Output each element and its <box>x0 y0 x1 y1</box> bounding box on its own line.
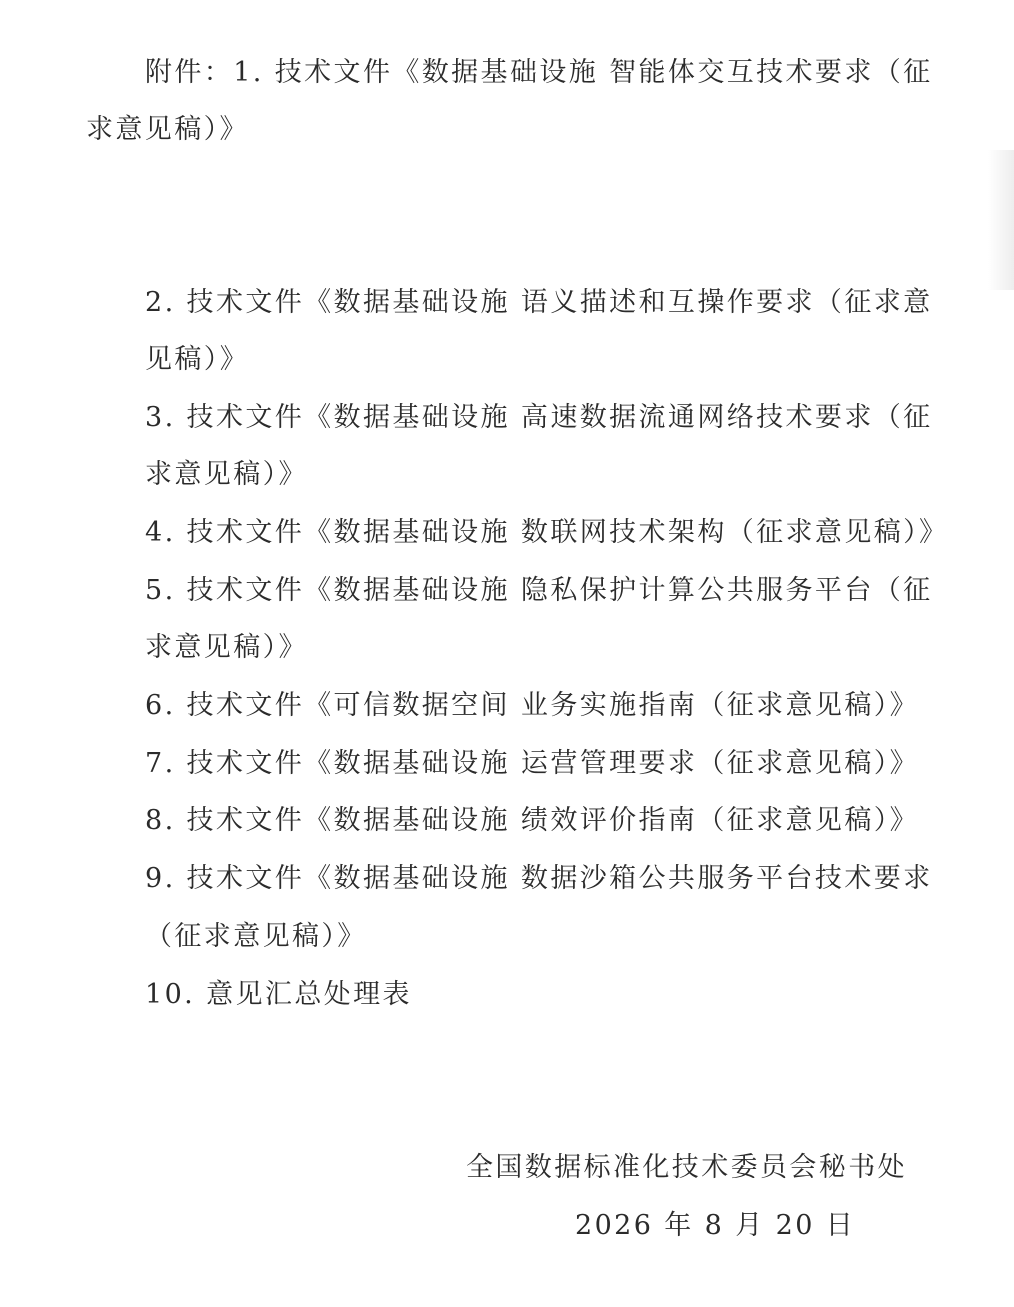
attachment-item-4-line-1: 4. 技术文件《数据基础设施 数联网技术架构（征求意见稿）》 <box>145 517 949 548</box>
page-edge-shadow <box>988 150 1014 290</box>
attachment-item-1-line-1: 附件：1. 技术文件《数据基础设施 智能体交互技术要求（征 <box>145 57 933 88</box>
issuing-organization: 全国数据标准化技术委员会秘书处 <box>466 1152 907 1183</box>
attachment-item-7-line-1: 7. 技术文件《数据基础设施 运营管理要求（征求意见稿）》 <box>145 748 920 779</box>
attachment-item-9-line-1: 9. 技术文件《数据基础设施 数据沙箱公共服务平台技术要求 <box>145 863 933 894</box>
attachment-item-2-line-2: 见稿）》 <box>145 344 250 375</box>
attachment-item-10-line-1: 10. 意见汇总处理表 <box>145 979 412 1010</box>
attachment-item-5-line-1: 5. 技术文件《数据基础设施 隐私保护计算公共服务平台（征 <box>145 575 933 606</box>
attachment-item-6-line-1: 6. 技术文件《可信数据空间 业务实施指南（征求意见稿）》 <box>145 690 920 721</box>
attachment-item-3-line-2: 求意见稿）》 <box>145 459 308 490</box>
issue-date: 2026 年 8 月 20 日 <box>575 1210 856 1241</box>
attachment-item-2-line-1: 2. 技术文件《数据基础设施 语义描述和互操作要求（征求意 <box>145 287 933 318</box>
attachment-item-8-line-1: 8. 技术文件《数据基础设施 绩效评价指南（征求意见稿）》 <box>145 805 920 836</box>
attachment-item-3-line-1: 3. 技术文件《数据基础设施 高速数据流通网络技术要求（征 <box>145 402 933 433</box>
attachment-item-5-line-2: 求意见稿）》 <box>145 632 308 663</box>
attachment-item-1-line-2: 求意见稿）》 <box>86 114 249 145</box>
attachment-item-9-line-2: （征求意见稿）》 <box>145 921 367 952</box>
